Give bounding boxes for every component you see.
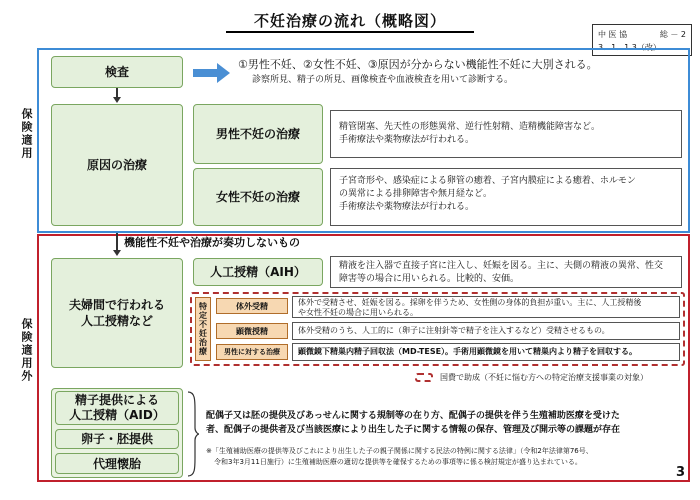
female-treatment-box: 女性不妊の治療	[193, 168, 323, 226]
title-underline	[226, 31, 474, 33]
exam-heading: ①男性不妊、②女性不妊、③原因が分からない機能性不妊に大別される。	[238, 58, 598, 71]
aih-desc-line: 障害等の場合に用いられる。比較的、安価。	[339, 274, 520, 284]
right-arrow-icon	[193, 62, 231, 84]
male-surgery-desc-line: 顕微鏡下精巣内精子回収法（MD-TESE）。手術用顕微鏡を用いて精巣内より精子を回収する。	[298, 347, 638, 356]
aih-box: 人工授精（AIH）	[193, 258, 323, 286]
female-desc-line: 手術療法や薬物療法が行われる。	[339, 202, 475, 212]
uninsured-label: 保険適用外	[20, 318, 33, 383]
ivf-label: 体外受精	[216, 298, 288, 314]
icsi-description	[292, 322, 680, 340]
footnote-line: ※「生殖補助医療の提供等及びこれにより出生した子の親子関係に関する民法の特例に関する法律」（令和2年法律第76号、	[206, 447, 593, 455]
female-desc-line: の異常による排卵障害や無月経など。	[339, 189, 493, 199]
ivf-description	[292, 296, 680, 318]
couple-line: 人工授精など	[80, 314, 153, 328]
male-description	[330, 110, 682, 158]
footnote	[206, 446, 678, 468]
male-desc-line: 手術療法や薬物療法が行われる。	[339, 135, 475, 145]
male-surgery-label: 男性に対する治療	[216, 344, 288, 360]
ref-date: 3．1．1 3（改）	[598, 43, 661, 52]
page-number: 3	[676, 465, 686, 480]
down-arrow-icon	[113, 97, 121, 103]
ref-doc: 総 － 2	[659, 30, 686, 39]
ref-org: 中 医 協	[598, 30, 628, 39]
male-surgery-description	[292, 343, 680, 361]
note-line: 配偶子又は胚の提供及びあっせんに関する規制等の在り方、配偶子の提供を伴う生殖補助医療を受けた	[206, 411, 620, 421]
male-treatment-box: 男性不妊の治療	[193, 104, 323, 164]
ivf-desc-line: や女性不妊の場合に用いられる。	[298, 308, 418, 317]
note-line: 者、配偶子の提供者及び当該医療により出生した子に関する情報の保存、管理及び開示等の課題が存在	[206, 425, 621, 435]
female-desc-line: 子宮奇形や、感染症による卵管の癒着、子宮内膜症による癒着、ホルモン	[339, 176, 636, 186]
couple-line: 夫婦間で行われる	[68, 298, 165, 312]
exam-box: 検査	[51, 56, 183, 88]
unresolved-label: 機能性不妊や治療が奏功しないもの	[124, 236, 300, 249]
donor-note	[206, 409, 686, 437]
legend-swatch	[415, 373, 433, 382]
egg-donation-box: 卵子・胚提供	[55, 429, 179, 449]
insured-label: 保険適用	[20, 108, 33, 160]
male-desc-line: 精管閉塞、先天性の形態異常、逆行性射精、造精機能障害など。	[339, 122, 601, 132]
sperm-line: 精子提供による	[74, 393, 159, 407]
sperm-donation-box	[55, 391, 179, 425]
footnote-line: 令和3年3月11日施行）に生殖補助医療の適切な提供等を確保するための事項等に係る検討規定が盛り込まれている。	[214, 458, 582, 466]
female-description	[330, 168, 682, 226]
ivf-desc-line: 体外で受精させ、妊娠を図る。採卵を伴うため、女性側の身体的負担が重い。主に、人工授精後	[298, 298, 642, 307]
icsi-desc-line: 体外受精のうち、人工的に（卵子に注射針等で精子を注入するなど）受精させるもの。	[298, 326, 610, 335]
sperm-line: 人工授精（AID）	[69, 408, 165, 422]
surrogacy-box: 代理懐胎	[55, 453, 179, 474]
aih-desc-line: 精液を注入器で直接子宮に注入し、妊娠を図る。主に、夫側の精液の異常、性交	[339, 261, 664, 271]
bracket-icon	[186, 390, 200, 478]
couple-insemination-box	[51, 258, 183, 368]
down-arrow-icon	[113, 250, 121, 256]
cause-treatment-box: 原因の治療	[51, 104, 183, 226]
icsi-label: 顕微授精	[216, 323, 288, 339]
legend-text: 国費で助成（不妊に悩む方への特定治療支援事業の対象）	[440, 373, 648, 382]
arrow-line	[116, 233, 118, 251]
exam-sub: 診察所見、精子の所見、画像検査や血液検査を用いて診断する。	[252, 75, 514, 85]
page-title: 不妊治療の流れ（概略図）	[253, 12, 446, 30]
aih-description	[330, 256, 682, 288]
special-treatment-label: 特定不妊治療	[195, 297, 211, 361]
